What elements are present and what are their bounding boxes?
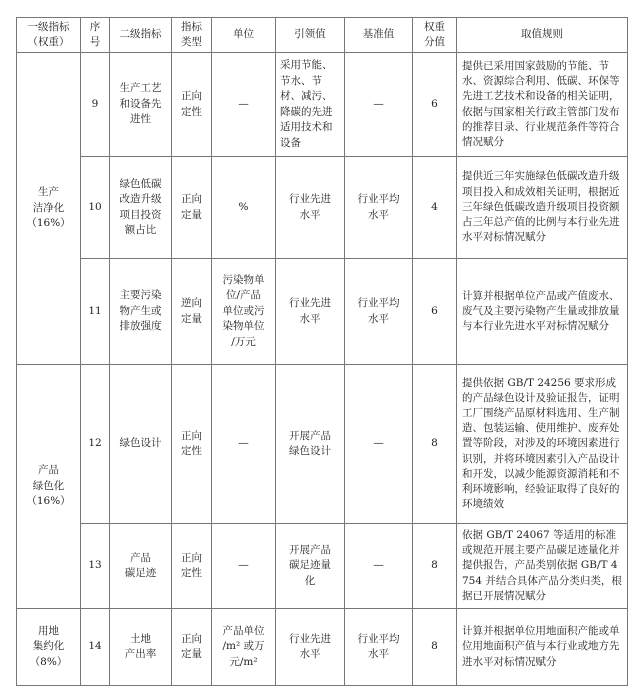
group-cell: 用地 集约化 （8%） <box>17 609 81 686</box>
row-type: 正向 定性 <box>172 365 212 524</box>
table-row <box>17 609 628 686</box>
row-type: 逆向 定量 <box>172 259 212 365</box>
group-cell: 生产 洁净化 （16%） <box>17 53 81 365</box>
row-indicator: 土地 产出率 <box>110 609 172 686</box>
row-base: 行业平均 水平 <box>345 609 413 686</box>
header-type: 指标 类型 <box>172 18 212 53</box>
row-indicator: 生产工艺 和设备先 进性 <box>110 53 172 157</box>
header-no: 序 号 <box>81 18 110 53</box>
header-lead: 引领值 <box>276 18 345 53</box>
header-base: 基准值 <box>345 18 413 53</box>
row-score: 8 <box>413 365 457 524</box>
row-rule: 提供依据 GB/T 24256 要求形成的产品绿色设计及验证报告，证明工厂围绕产品原材料选用、生产制造、包装运输、使用维护、废弃处置等阶段，对涉及的环境因素进行识别，并将环境因素引入产品设计和开发，以减少能源资源消耗和不利环境影响，经验证取得了良好的环境绩效 <box>457 365 628 524</box>
row-base: — <box>345 365 413 524</box>
row-no: 9 <box>81 53 110 157</box>
row-rule: 计算并根据单位用地面积产能或单位用地面积产值与本行业或地方先进水平对标情况赋分 <box>457 609 628 686</box>
header-level1: 一级指标 （权重） <box>17 18 81 53</box>
table-row <box>17 259 628 365</box>
header-score: 权重 分值 <box>413 18 457 53</box>
header-unit: 单位 <box>212 18 276 53</box>
row-score: 6 <box>413 259 457 365</box>
row-indicator: 产品 碳足迹 <box>110 524 172 609</box>
row-score: 4 <box>413 157 457 259</box>
row-lead: 行业先进 水平 <box>276 157 345 259</box>
row-type: 正向 定量 <box>172 609 212 686</box>
row-rule: 提供近三年实施绿色低碳改造升级项目投入和成效相关证明，根据近三年绿色低碳改造升级项目投资额占三年总产值的比例与本行业先进水平对标情况赋分 <box>457 157 628 259</box>
row-no: 13 <box>81 524 110 609</box>
row-unit: — <box>212 524 276 609</box>
row-lead: 开展产品 碳足迹量 化 <box>276 524 345 609</box>
table-row <box>17 524 628 609</box>
row-unit: — <box>212 53 276 157</box>
row-lead: 采用节能、节水、节材、减污、降碳的先进适用技术和设备 <box>276 53 345 157</box>
row-score: 8 <box>413 609 457 686</box>
row-base: — <box>345 524 413 609</box>
row-unit: — <box>212 365 276 524</box>
row-type: 正向 定性 <box>172 524 212 609</box>
indicator-table <box>16 17 628 686</box>
row-base: — <box>345 53 413 157</box>
table-row <box>17 365 628 524</box>
row-no: 10 <box>81 157 110 259</box>
row-no: 11 <box>81 259 110 365</box>
header-level2: 二级指标 <box>110 18 172 53</box>
row-no: 12 <box>81 365 110 524</box>
header-row <box>17 18 628 53</box>
table-row <box>17 53 628 157</box>
row-indicator: 绿色设计 <box>110 365 172 524</box>
table-row <box>17 157 628 259</box>
row-unit: 产品单位 /m² 或万 元/m² <box>212 609 276 686</box>
row-lead: 行业先进 水平 <box>276 259 345 365</box>
row-type: 正向 定量 <box>172 157 212 259</box>
row-no: 14 <box>81 609 110 686</box>
row-rule: 计算并根据单位产品或产值废水、废气及主要污染物产生量或排放量与本行业先进水平对标情况赋分 <box>457 259 628 365</box>
row-type: 正向 定性 <box>172 53 212 157</box>
row-rule: 依据 GB/T 24067 等适用的标准或规范开展主要产品碳足迹量化并提供报告，产品类别依据 GB/T 4754 并结合具体产品分类归类，根据已开展情况赋分 <box>457 524 628 609</box>
row-rule: 提供已采用国家鼓励的节能、节水、资源综合利用、低碳、环保等先进工艺技术和设备的相关证明，依据与国家相关行政主管部门发布的推荐目录、行业规范条件等符合情况赋分 <box>457 53 628 157</box>
group-cell: 产品 绿色化 （16%） <box>17 365 81 609</box>
row-lead: 开展产品 绿色设计 <box>276 365 345 524</box>
row-unit: 污染物单 位/产品 单位或污 染物单位 /万元 <box>212 259 276 365</box>
row-lead: 行业先进 水平 <box>276 609 345 686</box>
row-base: 行业平均 水平 <box>345 157 413 259</box>
row-base: 行业平均 水平 <box>345 259 413 365</box>
row-indicator: 绿色低碳 改造升级 项目投资 额占比 <box>110 157 172 259</box>
row-score: 8 <box>413 524 457 609</box>
header-rule: 取值规则 <box>457 18 628 53</box>
row-unit: % <box>212 157 276 259</box>
row-score: 6 <box>413 53 457 157</box>
row-indicator: 主要污染 物产生或 排放强度 <box>110 259 172 365</box>
